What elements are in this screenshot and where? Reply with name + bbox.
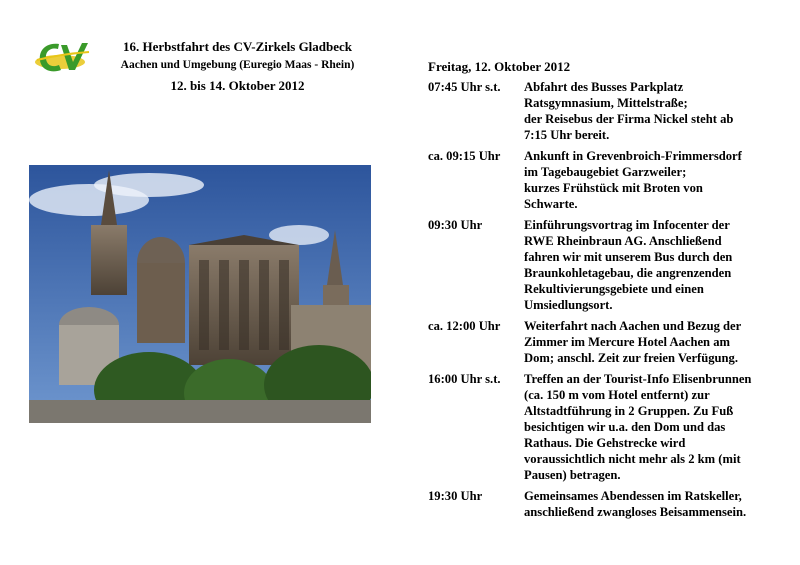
- entry-description: Gemeinsames Abendessen im Ratskeller, anschließend zwangloses Beisammensein.: [524, 489, 747, 519]
- schedule-entry: [428, 217, 778, 313]
- schedule-entry: [428, 371, 778, 483]
- entry-description: Ankunft in Grevenbroich-Frimmersdorf im Tagebaugebiet Garzweiler; kurzes Frühstück mit Broten von Schwarte.: [524, 149, 742, 211]
- schedule-entry: [428, 79, 778, 143]
- entry-time: 07:45 Uhr s.t.: [428, 80, 501, 94]
- entry-time: ca. 12:00 Uhr: [428, 319, 501, 333]
- event-title: 16. Herbstfahrt des CV-Zirkels Gladbeck: [122, 39, 353, 54]
- entry-time: 19:30 Uhr: [428, 489, 483, 503]
- entry-time: ca. 09:15 Uhr: [428, 149, 501, 163]
- entry-description: Treffen an der Tourist-Info Elisenbrunnen (ca. 150 m vom Hotel entfernt) zur Altstadtführung in 2 Gruppen. Zu Fuß besichtigen wir u.a. den Dom und das Rathaus. Die Gehstrecke wird voraussichtlich nicht mehr als 2 km (mit Pausen) betragen.: [524, 372, 752, 482]
- cathedral-photo: [29, 165, 371, 423]
- entry-time: 09:30 Uhr: [428, 218, 483, 232]
- schedule-entry: [428, 488, 778, 520]
- cv-logo: [33, 40, 93, 76]
- entry-time: 16:00 Uhr s.t.: [428, 372, 501, 386]
- entry-description: Abfahrt des Busses Parkplatz Ratsgymnasium, Mittelstraße; der Reisebus der Firma Nickel steht ab 7:15 Uhr bereit.: [524, 80, 734, 142]
- schedule-list: [428, 79, 778, 525]
- schedule-entry: [428, 148, 778, 212]
- day-heading: Freitag, 12. Oktober 2012: [428, 59, 571, 74]
- document-header: [100, 38, 375, 94]
- event-dates: 12. bis 14. Oktober 2012: [170, 78, 305, 93]
- entry-description: Einführungsvortrag im Infocenter der RWE Rheinbraun AG. Anschließend fahren wir mit unserem Bus durch den Braunkohletagebau, die angrenzenden Rekultivierungsgebiete und einen Umsiedlungsort.: [524, 218, 733, 312]
- schedule-entry: [428, 318, 778, 366]
- event-subtitle: Aachen und Umgebung (Euregio Maas - Rhein): [120, 59, 355, 71]
- entry-description: Weiterfahrt nach Aachen und Bezug der Zimmer im Mercure Hotel Aachen am Dom; anschl. Zeit zur freien Verfügung.: [524, 319, 742, 365]
